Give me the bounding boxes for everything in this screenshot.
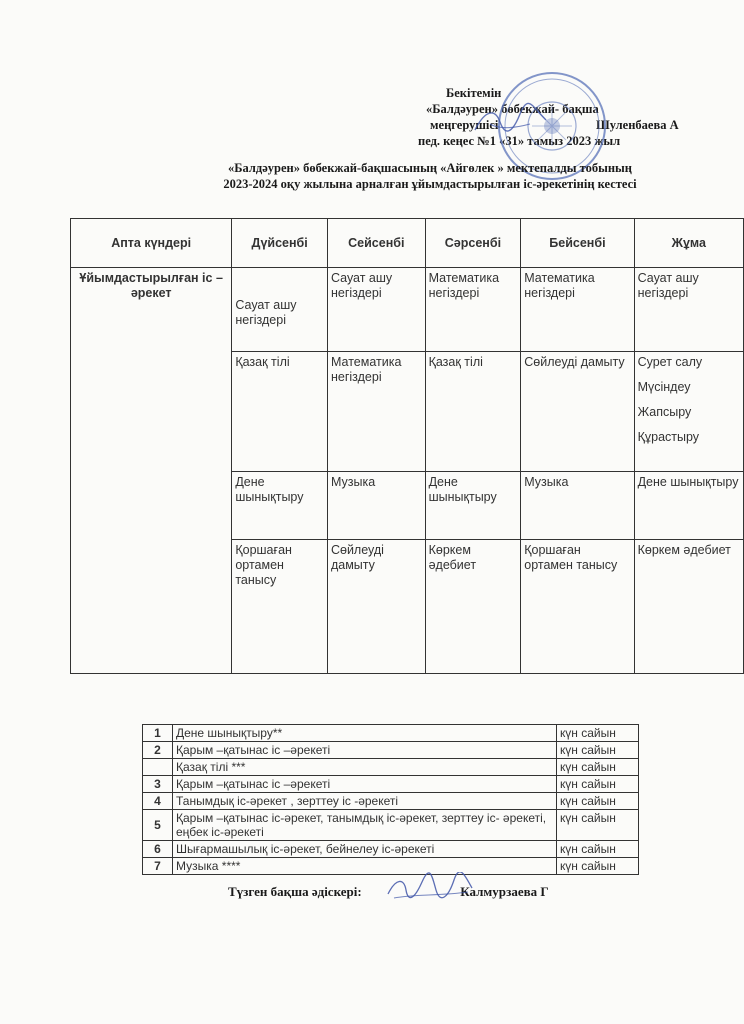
approval-head-name: Шуленбаева А (596, 118, 679, 132)
activity-number: 3 (143, 776, 173, 793)
schedule-row (71, 268, 744, 352)
schedule-item: Сурет салу (637, 355, 703, 369)
activity-number: 1 (143, 725, 173, 742)
schedule-cell: Дене шынықтыру (232, 472, 328, 540)
header-tuesday: Сейсенбі (327, 219, 425, 268)
header-wednesday: Сәрсенбі (425, 219, 521, 268)
activity-name: Дене шынықтыру** (173, 725, 557, 742)
schedule-cell: Қоршаған ортамен танысу (232, 540, 328, 674)
schedule-cell: Музыка (521, 472, 634, 540)
activity-row (143, 793, 639, 810)
footer-methodist-name: Калмурзаева Г (460, 884, 549, 899)
activity-name: Қарым –қатынас іс –әрекеті (173, 742, 557, 759)
schedule-cell: Көркем әдебиет (425, 540, 521, 674)
schedule-cell: Қазақ тілі (425, 352, 521, 472)
schedule-cell: Қоршаған ортамен танысу (521, 540, 634, 674)
activity-frequency: күн сайын (557, 841, 639, 858)
activity-number: 7 (143, 858, 173, 875)
activity-name: Танымдық іс-әрекет , зерттеу іс -әрекеті (173, 793, 557, 810)
methodist-signature (384, 872, 476, 904)
activity-row (143, 776, 639, 793)
activity-number: 2 (143, 742, 173, 759)
approval-position: меңгерушісі (430, 118, 499, 132)
schedule-cell: Математика негіздері (327, 352, 425, 472)
schedule-cell: Дене шынықтыру (634, 472, 743, 540)
footer-label: Түзген бақша әдіскері: (228, 884, 362, 899)
activity-frequency: күн сайын (557, 759, 639, 776)
schedule-table (70, 218, 744, 674)
schedule-cell: Сауат ашу негіздері (232, 268, 328, 352)
activity-number: 6 (143, 841, 173, 858)
title-line-2: 2023-2024 оқу жылына арналған ұйымдастырылған іс-әрекетінің кестесі (223, 177, 637, 191)
schedule-cell-friday-art (634, 352, 743, 472)
head-signature (470, 100, 550, 140)
activity-frequency: күн сайын (557, 858, 639, 875)
activity-name: Шығармашылық іс-әрекет, бейнелеу іс-әрекеті (173, 841, 557, 858)
header-monday: Дүйсенбі (232, 219, 328, 268)
schedule-cell: Сауат ашу негіздері (327, 268, 425, 352)
schedule-cell: Көркем әдебиет (634, 540, 743, 674)
activity-frequency: күн сайын (557, 810, 639, 841)
schedule-cell: Сөйлеуді дамыту (521, 352, 634, 472)
approval-heading: Бекітемін (446, 86, 502, 100)
header-thursday: Бейсенбі (521, 219, 634, 268)
activity-name: Қазақ тілі *** (173, 759, 557, 776)
daily-activities-table (142, 724, 639, 875)
schedule-cell: Музыка (327, 472, 425, 540)
activity-row (143, 725, 639, 742)
schedule-cell: Сөйлеуді дамыту (327, 540, 425, 674)
schedule-cell: Математика негіздері (521, 268, 634, 352)
activity-frequency: күн сайын (557, 793, 639, 810)
activity-name: Қарым –қатынас іс –әрекеті (173, 776, 557, 793)
title-line-1: «Балдәурен» бөбекжай-бақшасының «Айгөлек » мектепалды тобының (227, 161, 632, 175)
activity-frequency: күн сайын (557, 742, 639, 759)
schedule-item: Мүсіндеу (637, 380, 691, 394)
schedule-cell: Сауат ашу негіздері (634, 268, 743, 352)
approval-council: пед. кеңес №1 «31» тамыз 2023 жыл (418, 134, 621, 148)
activity-name: Музыка **** (173, 858, 557, 875)
header-weekdays: Апта күндері (71, 219, 232, 268)
schedule-cell: Дене шынықтыру (425, 472, 521, 540)
activity-number: 4 (143, 793, 173, 810)
approval-institution: «Балдәурен» бөбекжай- бақша (426, 102, 599, 116)
activity-row (143, 841, 639, 858)
schedule-cell: Математика негіздері (425, 268, 521, 352)
schedule-item: Жапсыру (637, 405, 692, 419)
activity-row (143, 742, 639, 759)
schedule-header-row (71, 219, 744, 268)
schedule-cell: Қазақ тілі (232, 352, 328, 472)
activities-body (143, 725, 639, 875)
activity-number: 5 (143, 810, 173, 841)
document-title (150, 160, 710, 192)
activity-row (143, 810, 639, 841)
row-label: Ұйымдастырылған іс –әрекет (71, 268, 232, 674)
activity-row (143, 759, 639, 776)
activity-name: Қарым –қатынас іс-әрекет, танымдық іс-әрекет, зерттеу іс- әрекеті, еңбек іс-әрекеті (173, 810, 557, 841)
header-friday: Жұма (634, 219, 743, 268)
schedule-item: Құрастыру (637, 430, 700, 444)
activity-number (143, 759, 173, 776)
activity-frequency: күн сайын (557, 776, 639, 793)
activity-frequency: күн сайын (557, 725, 639, 742)
